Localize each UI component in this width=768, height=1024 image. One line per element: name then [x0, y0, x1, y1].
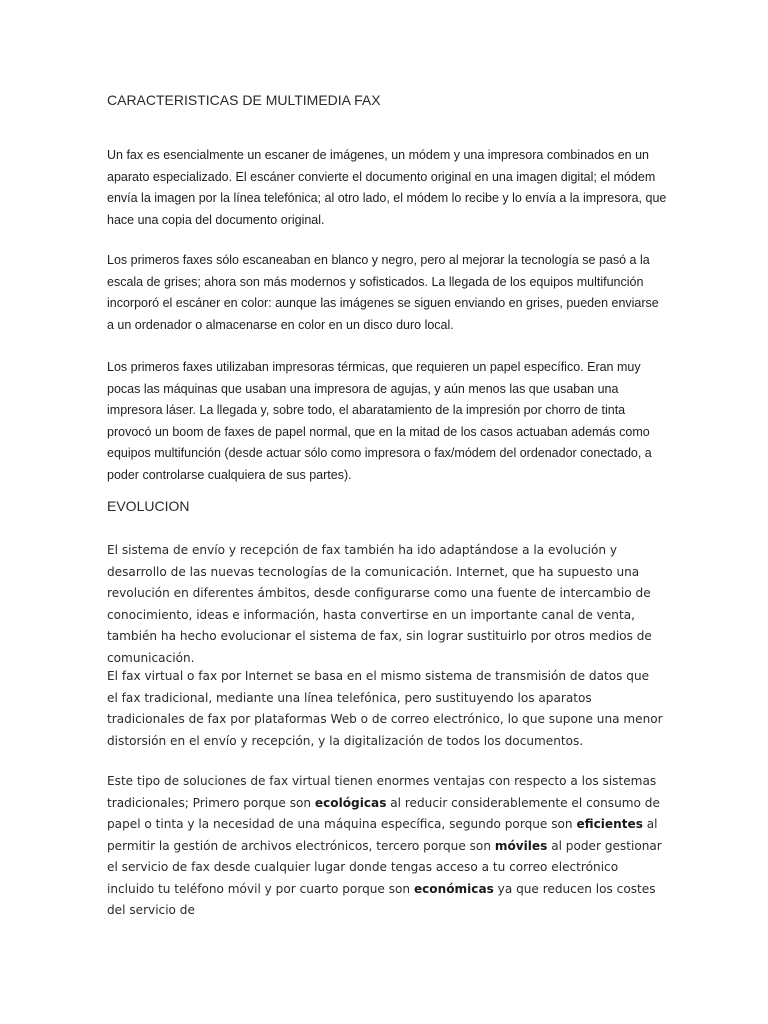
paragraph-fax-definition: Un fax es esencialmente un escaner de imágenes, un módem y una impresora combinados en un aparato especializado. El escáner convierte el documento original en una imagen digital; el módem envía la imagen por la línea telefónica; al otro lado, el módem lo recibe y lo envía a la impresora, que hace una copia del documento original. [107, 148, 667, 227]
advantages-text-4: al poder gestionar el servicio de fax desde cualquier lugar donde tengas acceso a tu correo electrónico incluido tu teléfono móvil y por cuarto porque son [107, 838, 662, 896]
paragraph-virtual-fax: El fax virtual o fax por Internet se basa en el mismo sistema de transmisión de datos que el fax tradicional, mediante una línea telefónica, pero sustituyendo los aparatos tradicionales de fax por plataformas Web o de correo electrónico, lo que supone una menor distorsión en el envío y recepción, y la digitalización de todos los documentos. [107, 669, 663, 748]
document-title: CARACTERISTICAS DE MULTIMEDIA FAX [107, 92, 381, 108]
advantage-ecologicas: ecológicas [314, 795, 387, 810]
paragraph-fax-evolution: El sistema de envío y recepción de fax también ha ido adaptándose a la evolución y desarrollo de las nuevas tecnologías de la comunicación. Internet, que ha supuesto una revolución en diferentes ámbitos, desde configurarse como una fuente de intercambio de conocimiento, ideas e información, hasta convertirse en un importante canal de venta, también ha hecho evolucionar el sistema de fax, sin lograr sustituirlo por otros medios de comunicación. [107, 543, 652, 665]
advantage-moviles: móviles [494, 838, 548, 853]
advantages-text-3: al permitir la gestión de archivos electrónicos, tercero porque son [107, 817, 658, 853]
section-heading-evolucion: EVOLUCION [107, 498, 190, 514]
paragraph-fax-scanning-history: Los primeros faxes sólo escaneaban en blanco y negro, pero al mejorar la tecnología se pasó a la escala de grises; ahora son más modernos y sofisticados. La llegada de los equipos multifunción incorporó el escáner en color: aunque las imágenes se siguen enviando en grises, pueden enviarse a un ordenador o almacenarse en color en un disco duro local. [107, 253, 659, 332]
advantage-economicas: económicas [413, 881, 494, 896]
advantages-text-1: Este tipo de soluciones de fax virtual tienen enormes ventajas con respecto a los sistemas tradicionales; Primero porque son [107, 774, 657, 810]
paragraph-virtual-fax-advantages [107, 771, 663, 922]
advantages-text-5: ya que reducen los costes del servicio de [107, 881, 656, 917]
advantages-text-2: al reducir considerablemente el consumo de papel o tinta y la necesidad de una máquina específica, segundo porque son [107, 795, 660, 831]
paragraph-fax-printers-history: Los primeros faxes utilizaban impresoras térmicas, que requieren un papel específico. Eran muy pocas las máquinas que usaban una impresora de agujas, y aún menos las que usaban una impresora láser. La llegada y, sobre todo, el abaratamiento de la impresión por chorro de tinta provocó un boom de faxes de papel normal, que en la mitad de los casos actuaban además como equipos multifunción (desde actuar sólo como impresora o fax/módem del ordenador conectado, a poder controlarse cualquiera de sus partes). [107, 360, 652, 482]
advantage-eficientes: eficientes [576, 817, 643, 831]
